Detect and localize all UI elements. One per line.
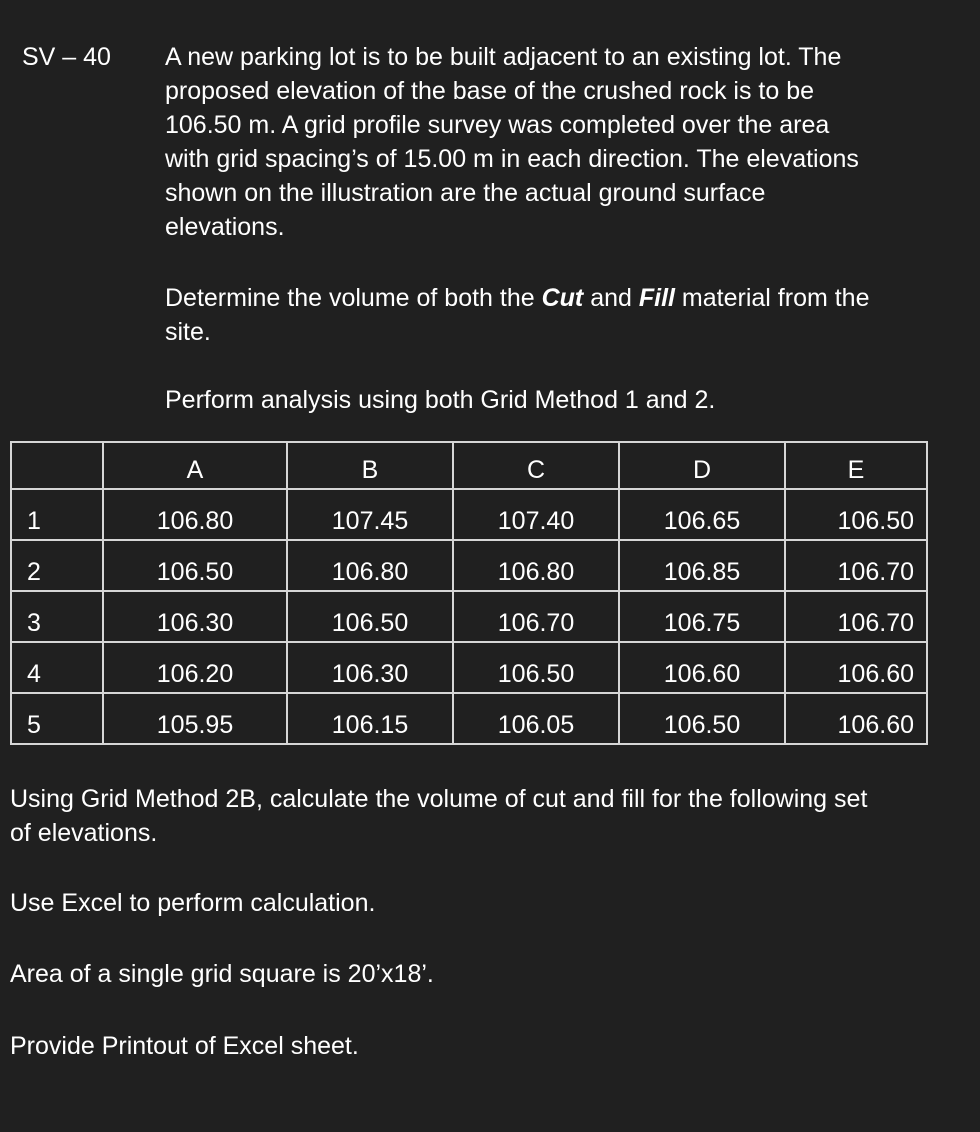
printout-note: Provide Printout of Excel sheet.	[10, 1032, 359, 1060]
elevation-cell: 106.20	[103, 642, 287, 693]
grid-area-note: Area of a single grid square is 20’x18’.	[10, 960, 434, 988]
method-2b-paragraph: Using Grid Method 2B, calculate the volume of cut and fill for the following set of elevations.	[10, 785, 868, 847]
method-note: Perform analysis using both Grid Method 1 and 2.	[165, 386, 716, 414]
instruction-and: and	[583, 284, 639, 312]
elevation-cell: 106.15	[287, 693, 453, 744]
instruction-text-start: Determine the volume of both the	[165, 284, 542, 312]
problem-intro-paragraph: A new parking lot is to be built adjacent to an existing lot. The proposed elevation of the base of the crushed rock is to be 106.50 m. A grid profile survey was completed over the area with grid spacing’s of 15.00 m in each direction. The elevations shown on the illustration are the actual ground surface elevations.	[165, 43, 859, 241]
elevation-cell: 106.60	[619, 642, 785, 693]
elevation-cell: 106.70	[785, 591, 927, 642]
elevation-cell: 106.50	[287, 591, 453, 642]
table-header-row	[11, 442, 927, 489]
table-row	[11, 693, 927, 744]
cut-emphasis: Cut	[541, 284, 584, 312]
elevation-grid-table	[10, 441, 928, 745]
row-label: 4	[11, 642, 103, 693]
table-row	[11, 642, 927, 693]
elevation-cell: 106.30	[103, 591, 287, 642]
column-header: B	[287, 442, 453, 489]
elevation-cell: 106.50	[619, 693, 785, 744]
table-row	[11, 591, 927, 642]
elevation-cell: 106.65	[619, 489, 785, 540]
row-label: 5	[11, 693, 103, 744]
elevation-cell: 106.50	[785, 489, 927, 540]
elevation-cell: 107.45	[287, 489, 453, 540]
row-label: 1	[11, 489, 103, 540]
elevation-cell: 106.85	[619, 540, 785, 591]
elevation-cell: 106.60	[785, 693, 927, 744]
elevation-cell: 106.70	[453, 591, 619, 642]
column-header: E	[785, 442, 927, 489]
instruction-paragraph	[165, 281, 965, 349]
elevation-cell: 106.70	[785, 540, 927, 591]
elevation-cell: 106.60	[785, 642, 927, 693]
row-label: 3	[11, 591, 103, 642]
excel-note: Use Excel to perform calculation.	[10, 889, 376, 917]
elevation-cell: 107.40	[453, 489, 619, 540]
elevation-cell: 106.05	[453, 693, 619, 744]
elevation-cell: 106.30	[287, 642, 453, 693]
elevation-cell: 106.75	[619, 591, 785, 642]
elevation-cell: 106.80	[287, 540, 453, 591]
column-header: A	[103, 442, 287, 489]
corner-cell	[11, 442, 103, 489]
table-row	[11, 489, 927, 540]
elevation-cell: 106.80	[103, 489, 287, 540]
elevation-cell: 106.80	[453, 540, 619, 591]
elevation-cell: 106.50	[453, 642, 619, 693]
elevation-cell: 105.95	[103, 693, 287, 744]
table-row	[11, 540, 927, 591]
column-header: D	[619, 442, 785, 489]
instruction-text-end: material from the site.	[165, 284, 870, 346]
column-header: C	[453, 442, 619, 489]
elevation-cell: 106.50	[103, 540, 287, 591]
fill-emphasis: Fill	[638, 284, 675, 312]
row-label: 2	[11, 540, 103, 591]
problem-number: SV – 40	[22, 43, 111, 71]
